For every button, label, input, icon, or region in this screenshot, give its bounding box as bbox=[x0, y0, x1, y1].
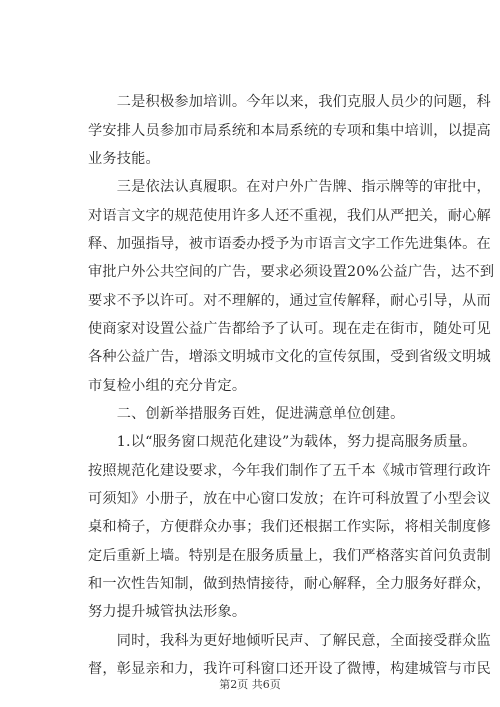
text-line: 对语言文字的规范使用许多人还不重视，我们从严把关，耐心解 bbox=[88, 208, 491, 224]
text-line: 二、创新举措服务百姓，促进满意单位创建。 bbox=[88, 406, 405, 422]
text-line: 按照规范化建设要求，今年我们制作了五千本《城市管理行政许 bbox=[88, 463, 491, 479]
text-line: 学安排人员参加市局系统和本局系统的专项和集中培训，以提高 bbox=[88, 123, 491, 139]
text-line: 和一次性告知制，做到热情接待，耐心解释，全力服务好群众， bbox=[88, 576, 491, 592]
text-line: 要求不予以许可。对不理解的，通过宣传解释，耐心引导，从而 bbox=[88, 293, 491, 309]
text-line: 市复检小组的充分肯定。 bbox=[88, 378, 247, 394]
text-line: 同时，我科为更好地倾听民声、了解民意，全面接受群众监 bbox=[88, 633, 491, 649]
text-line: 二是积极参加培训。今年以来，我们克服人员少的问题，科 bbox=[88, 94, 491, 110]
text-line: 1.以“服务窗口规范化建设”为载体，努力提高服务质量。 bbox=[88, 434, 477, 450]
text-line: 努力提升城管执法形象。 bbox=[88, 604, 247, 620]
text-line: 业务技能。 bbox=[88, 151, 160, 167]
text-line: 桌和椅子，方便群众办事；我们还根据工作实际，将相关制度修 bbox=[88, 519, 491, 535]
page-footer: 第2页 共6页 bbox=[219, 678, 281, 691]
text-line: 释、加强指导，被市语委办授予为市语言文字工作先进集体。在 bbox=[88, 236, 491, 252]
text-line: 使商家对设置公益广告都给予了认可。现在走在街市，随处可见 bbox=[88, 321, 491, 337]
text-line: 审批户外公共空间的广告，要求必须设置20%公益广告，达不到 bbox=[88, 264, 495, 280]
text-line: 三是依法认真履职。在对户外广告牌、指示牌等的审批中， bbox=[88, 179, 491, 195]
text-line: 定后重新上墙。特别是在服务质量上，我们严格落实首问负责制 bbox=[88, 548, 491, 564]
text-line: 督，彰显亲和力，我许可科窗口还开设了微博，构建城管与市民 bbox=[88, 661, 491, 677]
text-line: 可须知》小册子，放在中心窗口发放；在许可科放置了小型会议 bbox=[88, 491, 491, 507]
text-line: 各种公益广告，增添文明城市文化的宣传氛围，受到省级文明城 bbox=[88, 349, 491, 365]
